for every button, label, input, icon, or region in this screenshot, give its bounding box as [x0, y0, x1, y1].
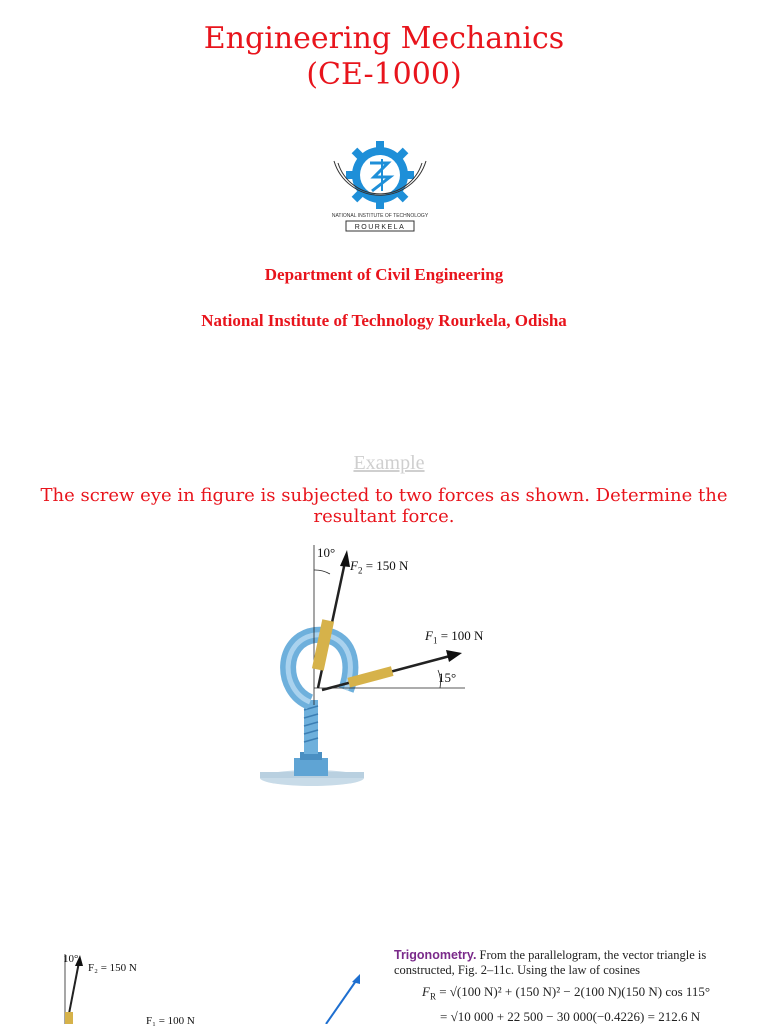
logo-banner-text: ROURKELA: [354, 224, 406, 231]
equation-2: = √10 000 + 22 500 − 30 000(−0.4226) = 212.6 N: [440, 1008, 701, 1024]
logo-ring-text: NATIONAL INSTITUTE OF TECHNOLOGY: [331, 213, 429, 219]
example-heading: Example: [353, 452, 425, 474]
f1-label: $F_1 = 100$ N: [425, 628, 484, 646]
angle-top-label: 10°: [317, 545, 336, 560]
solution-text-line2: constructed, Fig. 2–11c. Using the law of cosines: [394, 963, 641, 977]
institute-name: National Institute of Technology Rourkela, Odisha: [201, 311, 567, 330]
vector-triangle-figure: [318, 970, 368, 1024]
f2-label: $F_2 = 150$ N: [350, 558, 409, 576]
solution-heading: Trigonometry.: [394, 948, 477, 962]
angle-right-label: 15°: [438, 670, 457, 685]
solution-text: Trigonometry. From the parallelogram, the vector triangle is constructed, Fig. 2–11c. Using the law of cosines $F_R = √(100$ N)² + (150 N)² − 2(100 N)(150 N) cos 115° = √10 000 + 22 500 − 30 000(−0.4226) = 212.6 N: [394, 948, 750, 1024]
institute-logo: [330, 133, 434, 233]
title-line2: (CE-1000): [306, 57, 462, 92]
department-name: Department of Civil Engineering: [264, 265, 504, 284]
title-line1: Engineering Mechanics: [203, 21, 565, 56]
equation-1: $F_R = √(100$ N)² + (150 N)² − 2(100 N)(150 N) cos 115°: [422, 984, 711, 1002]
mini-f1-label: F₁ = 100 N: [146, 1015, 195, 1027]
mini-f2-label: F₂ = 150 N: [88, 962, 137, 974]
screw-eye-figure: [250, 540, 510, 790]
mini-force-figure: [55, 950, 225, 1024]
mini-angle-top-label: 10°: [63, 953, 79, 965]
problem-statement: The screw eye in figure is subjected to two forces as shown. Determine the resultant force.: [40, 485, 728, 527]
